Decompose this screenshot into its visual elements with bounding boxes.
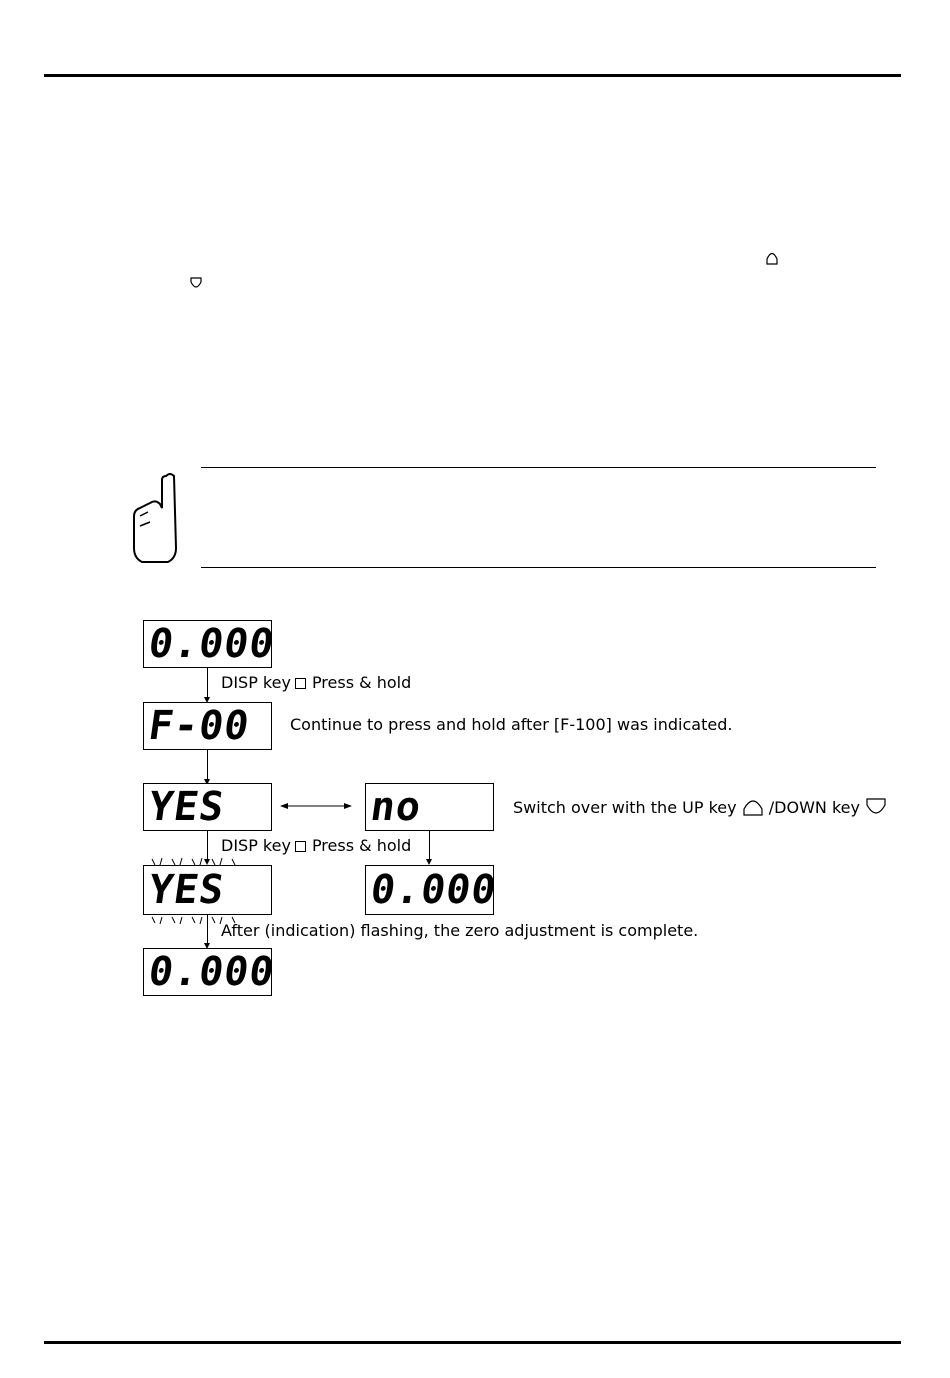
note-bottom-rule	[201, 567, 876, 568]
lcd-display-initial	[143, 620, 278, 668]
lcd-value-no-result: 0.000	[367, 867, 500, 913]
step2-action-text: Press & hold	[311, 836, 412, 855]
lcd-display-function	[143, 702, 272, 750]
lcd-value-yes-flashing: YES	[145, 867, 228, 913]
lcd-value-final: 0.000	[145, 949, 278, 995]
disp-key-icon	[295, 841, 306, 852]
header-rule	[44, 74, 901, 77]
step1-key-text: DISP key	[221, 673, 291, 692]
step1-action-text: Press & hold	[311, 673, 412, 692]
lcd-display-no	[365, 783, 494, 831]
footer-rule	[44, 1341, 901, 1344]
step2-label	[221, 837, 411, 855]
note-top-rule	[201, 467, 876, 468]
pointing-hand-icon	[128, 468, 192, 568]
lcd-value-initial: 0.000	[145, 621, 278, 667]
lcd-display-no-result	[365, 865, 500, 915]
switch-arrow	[280, 800, 352, 812]
switch-note-suffix: /DOWN key	[768, 798, 860, 817]
switch-note-prefix: Switch over with the UP key	[513, 798, 737, 817]
step2-key-text: DISP key	[221, 836, 291, 855]
down-key-icon	[865, 797, 887, 817]
up-key-icon	[765, 250, 779, 266]
disp-key-icon	[295, 678, 306, 689]
down-key-icon	[189, 276, 203, 290]
lcd-value-function: F-00	[145, 703, 253, 749]
lcd-display-yes	[143, 783, 272, 831]
connector-no	[429, 831, 430, 862]
connector-1	[207, 667, 208, 700]
up-key-icon	[742, 797, 764, 817]
lcd-value-yes: YES	[145, 784, 228, 830]
switch-note	[513, 797, 887, 817]
function-note: Continue to press and hold after [F-100] was indicated.	[290, 715, 733, 734]
flash-note: After (indication) flashing, the zero adjustment is complete.	[221, 921, 699, 940]
lcd-display-final	[143, 948, 278, 996]
flashing-marks-icon	[146, 857, 246, 927]
lcd-value-no: no	[367, 784, 425, 830]
connector-2	[207, 749, 208, 782]
step1-label	[221, 674, 411, 692]
